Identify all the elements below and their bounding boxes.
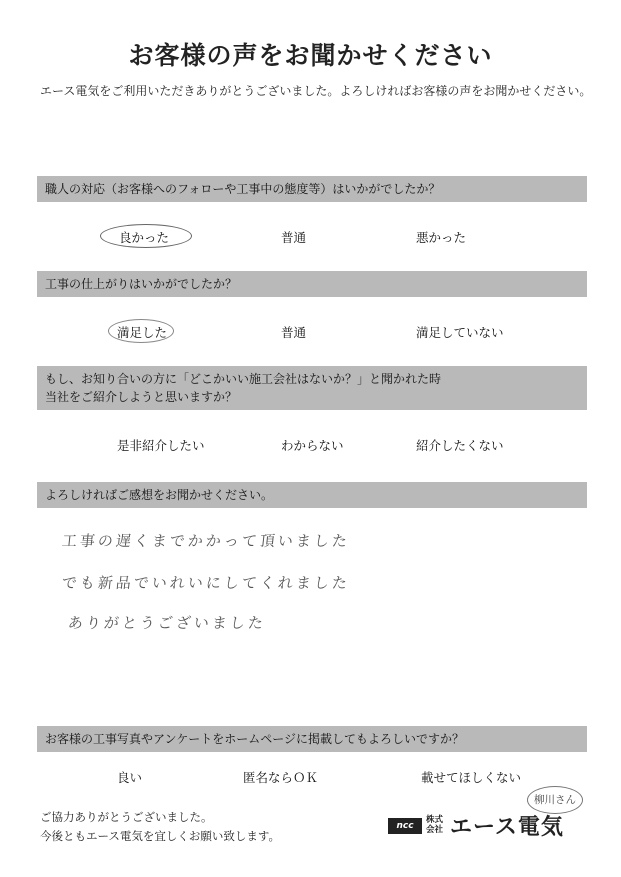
option-satisfied[interactable]: 満足した (117, 325, 168, 340)
company-type-top: 株式 (426, 815, 444, 825)
handwritten-comment-line-3: ありがとうございました (67, 614, 267, 632)
company-type-label (426, 815, 443, 835)
option-dont-know[interactable]: わからない (281, 438, 344, 453)
question-bar-publish-permission: お客様の工事写真やアンケートをホームページに掲載してもよろしいですか？ (37, 726, 587, 752)
question-line-1: もし、お知り合いの方に「どこかいい施工会社はないか？」と聞かれた時 (45, 372, 442, 386)
handwritten-comment-line-2: でも新品でいれいにしてくれました (61, 574, 351, 592)
question-line-2: 当社をご紹介しようと思いますか？ (45, 390, 238, 404)
page-title: お客様の声をお聞かせください (128, 41, 493, 70)
option-anonymous-ok[interactable]: 匿名ならＯＫ (243, 770, 319, 785)
option-bad[interactable]: 悪かった (416, 230, 467, 245)
question-bar-finish-quality: 工事の仕上がりはいかがでしたか？ (37, 271, 587, 297)
option-good[interactable]: 良かった (119, 230, 170, 245)
option-normal[interactable]: 普通 (281, 325, 307, 340)
option-definitely-recommend[interactable]: 是非紹介したい (117, 438, 205, 453)
company-name: エース電気 (450, 815, 564, 840)
option-ok[interactable]: 良い (117, 770, 143, 785)
option-not-recommend[interactable]: 紹介したくない (416, 438, 504, 453)
company-logo-icon: ncc (388, 818, 422, 834)
footer-thanks: ご協力ありがとうございました。 (40, 810, 213, 824)
handwritten-customer-name: 柳川さん (527, 786, 583, 814)
question-bar-comments: よろしければご感想をお聞かせください。 (37, 482, 587, 508)
option-normal[interactable]: 普通 (281, 230, 307, 245)
option-do-not-publish[interactable]: 載せてほしくない (421, 770, 522, 785)
page-subtitle: エース電気をご利用いただきありがとうございました。よろしければお客様の声をお聞かせください。 (40, 84, 592, 98)
question-bar-staff-attitude: 職人の対応（お客様へのフォローや工事中の態度等）はいかがでしたか？ (37, 176, 587, 202)
handwritten-comment-line-1: 工事の遅くまでかかって頂いました (61, 532, 351, 550)
option-not-satisfied[interactable]: 満足していない (416, 325, 504, 340)
question-bar-recommend (37, 366, 587, 410)
footer-regards: 今後ともエース電気を宜しくお願い致します。 (40, 829, 281, 843)
company-type-bottom: 会社 (426, 825, 444, 835)
